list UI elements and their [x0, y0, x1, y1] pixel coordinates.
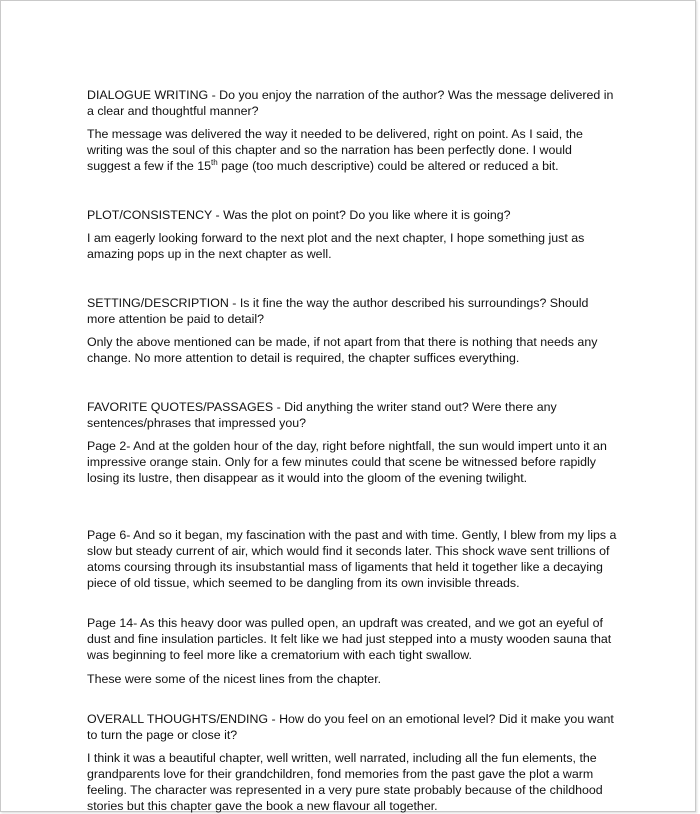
passage-page-2: Page 2- And at the golden hour of the day, right before nightfall, the sun would impert unto it an impressive orange stain. Only for a few minutes could that scene be witnessed before rapidly losing its lustre, then disappear as it would into the gloom of the evening twilight. [87, 439, 607, 485]
heading-dialogue-writing: DIALOGUE WRITING [87, 88, 209, 102]
document-body [87, 87, 617, 814]
answer-text: The message was delivered the way it needed to be delivered, right on point. As I said, the writing was the soul of this chapter and so the narration has been perfectly done. I would suggest a few if the 15 [87, 127, 583, 173]
answer-text-end: page (too much descriptive) could be altered or reduced a bit. [217, 159, 559, 173]
section-dialogue-writing [87, 87, 617, 174]
section-setting-description [87, 295, 617, 366]
passage-page-6: Page 6- And so it began, my fascination with the past and with time. Gently, I blew from my lips a slow but steady current of air, which would find it seconds later. This shock wave sent trillions of atoms coursing through its insubstantial mass of ligaments that held it together like a decaying piece of old tissue, which seemed to be dangling from its own invisible threads. [87, 528, 617, 590]
question-text: - Was the plot on point? Do you like where it is going? [212, 208, 511, 222]
heading-favorite-quotes: FAVORITE QUOTES/PASSAGES [87, 400, 274, 414]
section-favorite-quotes [87, 399, 617, 687]
answer-plot-consistency: I am eagerly looking forward to the next plot and the next chapter, I hope something just as amazing pops up in the next chapter as well. [87, 231, 585, 261]
heading-plot-consistency: PLOT/CONSISTENCY [87, 208, 213, 222]
answer-setting-description: Only the above mentioned can be made, if not apart from that there is nothing that needs any change. No more attention to detail is required, the chapter suffices everything. [87, 335, 598, 365]
question-setting-description [87, 295, 617, 327]
question-text: - Do you enjoy the narration of the author? Was the message delivered in a clear and thoughtful manner? [87, 88, 614, 118]
heading-overall-thoughts: OVERALL THOUGHTS/ENDING [87, 712, 269, 726]
question-overall-thoughts [87, 711, 617, 743]
section-overall-thoughts [87, 711, 617, 814]
question-text: - How do you feel on an emotional level? Did it make you want to turn the page or close it? [87, 712, 614, 742]
answer-dialogue-writing [87, 126, 617, 174]
question-text: - Did anything the writer stand out? Were there any sentences/phrases that impressed you? [87, 400, 557, 430]
question-plot-consistency [87, 207, 617, 223]
heading-setting-description: SETTING/DESCRIPTION [87, 296, 229, 310]
question-text: - Is it fine the way the author described his surroundings? Should more attention be paid to detail? [87, 296, 589, 326]
question-dialogue-writing [87, 87, 617, 119]
passage-page-14: Page 14- As this heavy door was pulled open, an updraft was created, and we got an eyeful of dust and fine insulation particles. It felt like we had just stepped into a musty wooden sauna that was beginning to feel more like a crematorium with each tight swallow. [87, 616, 612, 662]
quotes-closing-line: These were some of the nicest lines from the chapter. [87, 672, 382, 686]
section-plot-consistency [87, 207, 617, 262]
answer-overall-thoughts: I think it was a beautiful chapter, well written, well narrated, including all the fun elements, the grandparents love for their grandchildren, fond memories from the past gave the plot a warm feeling. The character was represented in a very pure state probably because of the childhood stories but this chapter gave the book a new flavour all together. [87, 751, 603, 813]
ordinal-suffix: th [211, 157, 218, 167]
question-favorite-quotes [87, 399, 617, 431]
